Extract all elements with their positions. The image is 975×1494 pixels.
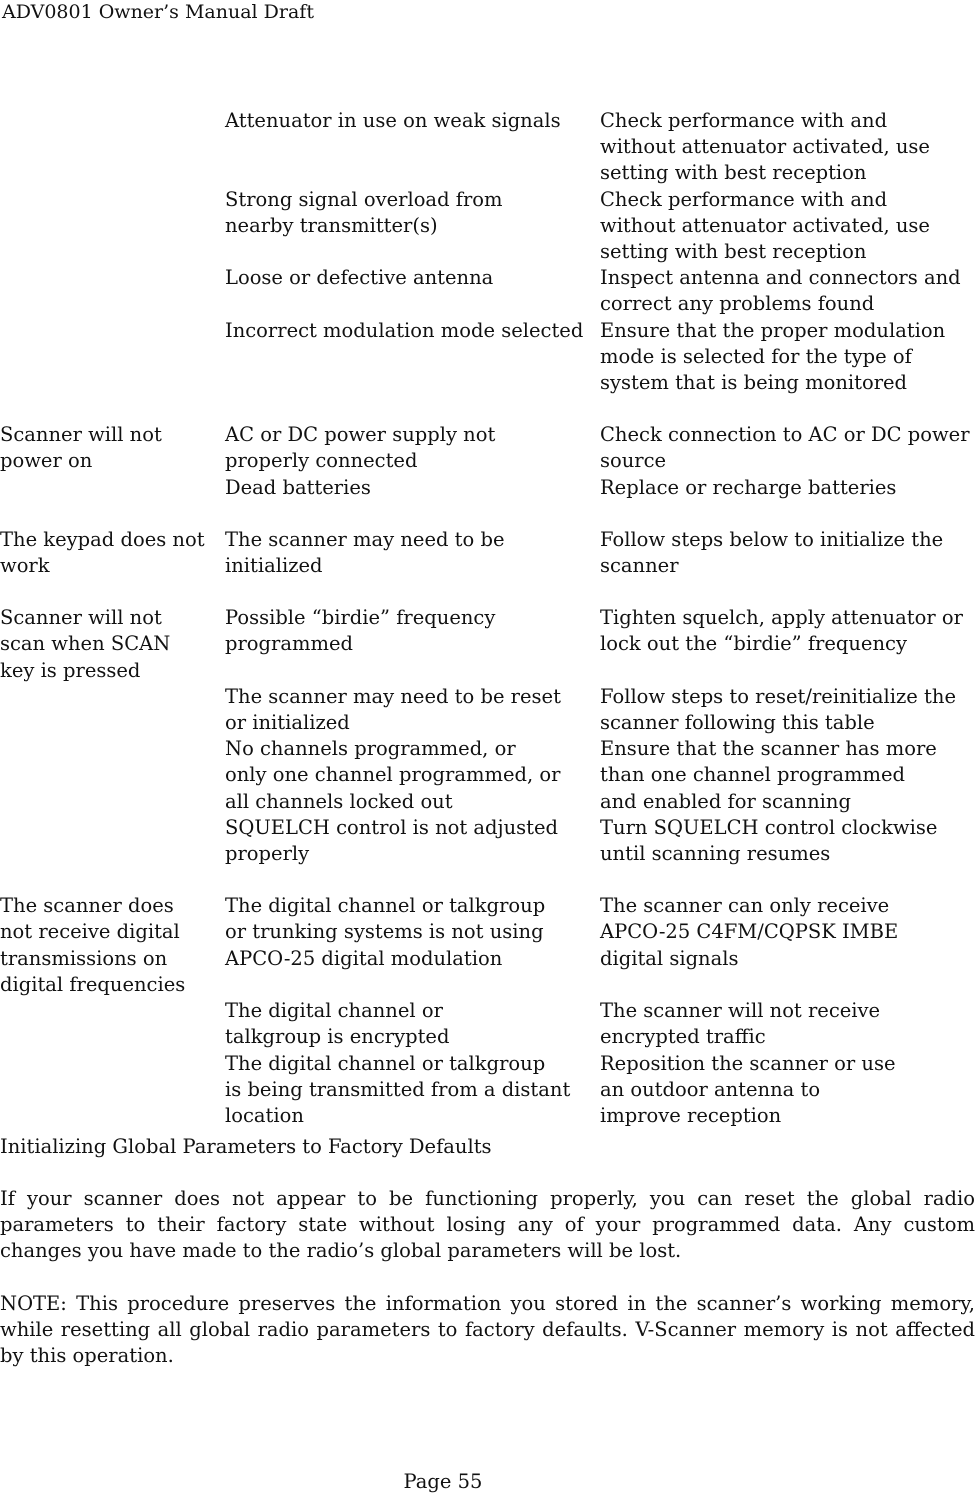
problem-cell [0, 108, 225, 187]
cause-cell: Attenuator in use on weak signals [225, 109, 561, 132]
cause-cell: The digital channel or talkgroup or trunking systems is not using APCO-25 digital modulation [225, 894, 546, 970]
solution-cell: Check connection to AC or DC power source [600, 423, 970, 473]
table-row [0, 475, 975, 501]
solution-cell: Inspect antenna and connectors and correct any problems found [600, 266, 961, 316]
cause-cell: Incorrect modulation mode selected [225, 318, 584, 342]
cause-cell: No channels programmed, or only one channel programmed, or all channels locked out [225, 737, 561, 813]
table-row [0, 422, 975, 474]
cause-cell: The digital channel or talkgroup is being transmitted from a distant location [225, 1051, 571, 1127]
table-row [0, 265, 975, 317]
problem-cell: The scanner does not receive digital transmissions on digital frequencies [0, 894, 186, 996]
page-number: Page 55 [403, 1470, 483, 1493]
problem-group [0, 527, 975, 579]
solution-cell: Follow steps below to initialize the scanner [600, 527, 944, 578]
cause-cell: Dead batteries [225, 475, 371, 499]
section-heading: Initializing Global Parameters to Factory Defaults [0, 1135, 492, 1158]
cause-cell: The scanner may need to be initialized [225, 527, 505, 578]
cause-cell: Loose or defective antenna [225, 266, 494, 290]
cause-cell: Strong signal overload from nearby transmitter(s) [225, 187, 503, 237]
solution-cell: Tighten squelch, apply attenuator or lock out the “birdie” frequency [600, 606, 963, 656]
solution-cell: Check performance with and without attenuator activated, use setting with best reception [600, 187, 930, 264]
solution-cell: Check performance with and without attenuator activated, use setting with best reception [600, 109, 930, 185]
problem-group [0, 605, 975, 867]
table-row [0, 108, 975, 187]
body-paragraph: If your scanner does not appear to be functioning properly, you can reset the global radio parameters to their factory state without losing any of your programmed data. Any custom changes you have made to the radio’s global parameters will be lost. [0, 1187, 975, 1263]
table-row [0, 893, 975, 998]
solution-cell: The scanner will not receive encrypted traffic [600, 999, 881, 1049]
table-row [0, 527, 975, 579]
problem-cell: Scanner will not power on [0, 423, 162, 473]
cause-cell: Possible “birdie” frequency programmed [225, 606, 496, 656]
problem-group [0, 108, 975, 396]
solution-cell: Ensure that the scanner has more than one channel programmed and enabled for scanning [600, 737, 937, 813]
solution-cell: Replace or recharge batteries [600, 475, 897, 499]
page-header: ADV0801 Owner’s Manual Draft [2, 1, 314, 23]
solution-cell: Ensure that the proper modulation mode is selected for the type of system that is being monitored [600, 318, 946, 395]
table-row [0, 605, 975, 684]
problem-cell: The keypad does not work [0, 527, 205, 578]
solution-cell: The scanner can only receive APCO-25 C4FM/CQPSK IMBE digital signals [600, 894, 899, 970]
table-row [0, 998, 975, 1050]
table-row [0, 815, 975, 867]
problem-group [0, 893, 975, 1129]
cause-cell: AC or DC power supply not properly connected [225, 423, 496, 473]
troubleshooting-table [0, 108, 975, 1155]
table-row [0, 736, 975, 815]
cause-cell: The digital channel or talkgroup is encrypted [225, 999, 450, 1049]
table-row [0, 684, 975, 736]
note-paragraph: NOTE: This procedure preserves the information you stored in the scanner’s working memory, while resetting all global radio parameters to factory defaults. V-Scanner memory is not affected by this operation. [0, 1292, 975, 1368]
solution-cell: Follow steps to reset/reinitialize the scanner following this table [600, 684, 956, 735]
cause-cell: SQUELCH control is not adjusted properly [225, 815, 558, 866]
table-row [0, 318, 975, 397]
table-row [0, 1051, 975, 1130]
solution-cell: Reposition the scanner or use an outdoor antenna to improve reception [600, 1051, 896, 1127]
cause-cell: The scanner may need to be reset or initialized [225, 684, 561, 735]
problem-cell: Scanner will not scan when SCAN key is pressed [0, 606, 171, 682]
solution-cell: Turn SQUELCH control clockwise until scanning resumes [600, 815, 938, 866]
problem-group [0, 422, 975, 501]
table-row [0, 187, 975, 266]
